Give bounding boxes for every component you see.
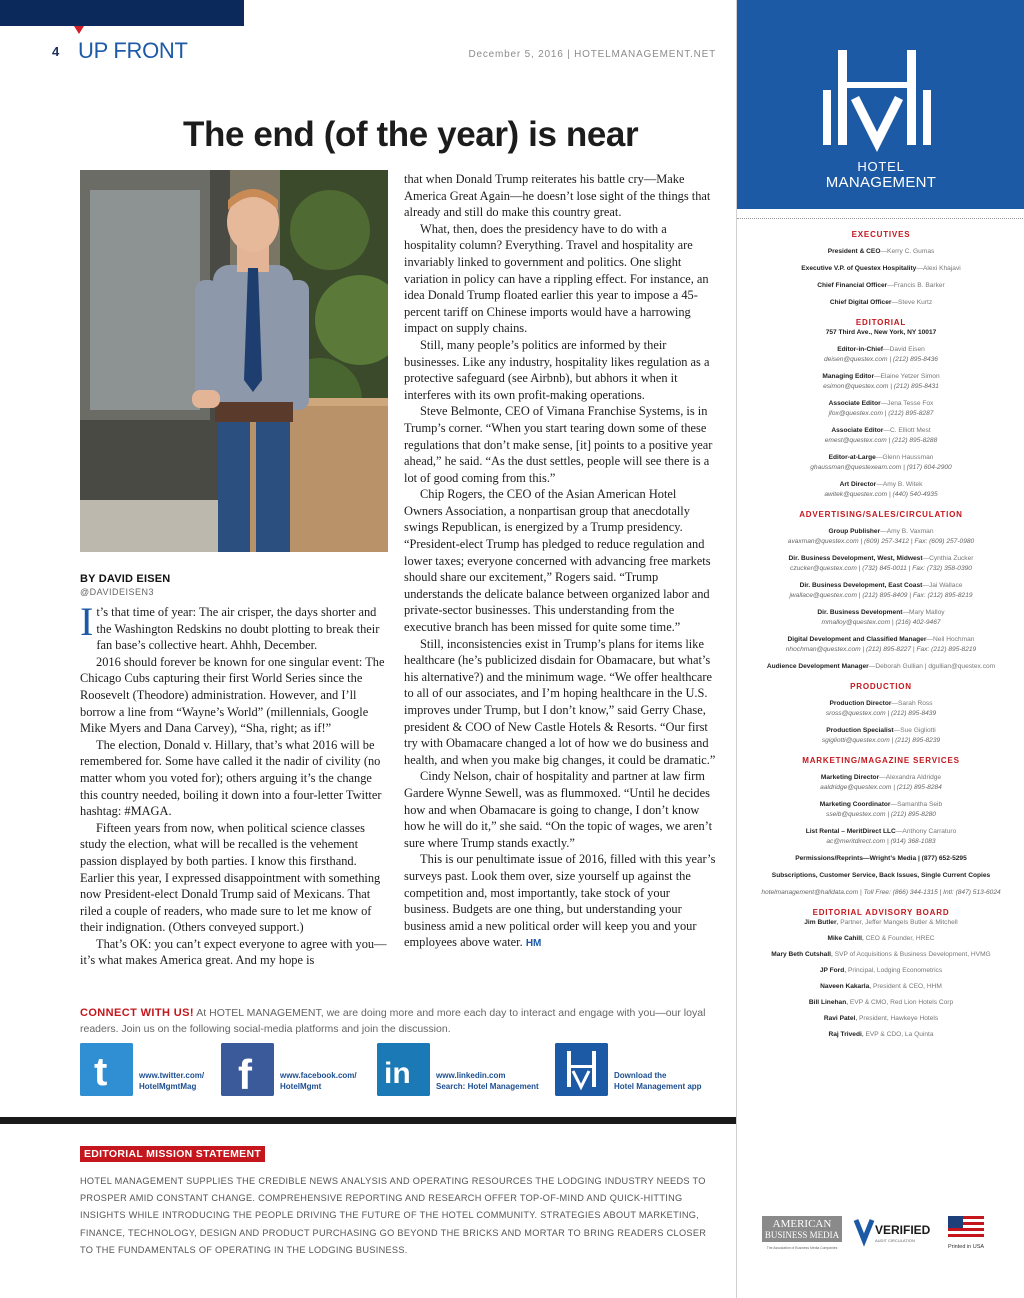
staff-contact[interactable]: esimon@questex.com | (212) 895-8431 <box>823 383 939 390</box>
abm-tagline: The Association of Business Media Companies <box>766 1246 838 1250</box>
social-facebook[interactable] <box>221 1043 357 1096</box>
staff-line: Group Publisher—Amy B. Vaxman <box>828 528 934 535</box>
abm-logo-line1: AMERICAN <box>772 1218 832 1230</box>
badges-graphic <box>762 1212 1012 1252</box>
staff-contact[interactable]: deisen@questex.com | (212) 895-8436 <box>824 356 938 363</box>
advisory-line: Jim Butler, Partner, Jeffer Mangels Butler & Mitchell <box>804 919 958 926</box>
staff-line: Executive V.P. of Questex Hospitality—Alexi Khajavi <box>801 265 961 272</box>
paragraph: It’s that time of year: The air crisper, the days shorter and the Washington Redskins no doubt plotting to break their fan base’s collective heart. Ahhh, December. <box>80 599 380 653</box>
us-flag-icon <box>948 1216 984 1238</box>
staff-contact[interactable]: jwallace@questex.com | (212) 895-8409 | Fax: (212) 895-8219 <box>789 592 973 599</box>
footer-badges <box>762 1212 1012 1252</box>
staff-line: Associate Editor—Jena Tesse Fox <box>828 400 934 407</box>
section-divider <box>0 1117 736 1124</box>
advisory-line: Ravi Patel, President, Hawkeye Hotels <box>823 1015 939 1022</box>
svg-text:t: t <box>94 1050 108 1094</box>
staff-contact[interactable]: ac@meritdirect.com | (914) 368-1083 <box>826 838 936 845</box>
staff-listing <box>737 229 1024 1040</box>
advisory-line: Mike Cahill, CEO & Founder, HREC <box>827 935 935 942</box>
section-marker <box>74 26 84 34</box>
connect-text: At HOTEL MANAGEMENT, we are doing more and more each day to interact and engage with you—our loyal readers. Join us on the following social-media platforms and join the discussion. <box>80 1007 706 1035</box>
staff-line: Digital Development and Classified Manager—Neil Hochman <box>787 636 975 643</box>
staff-contact[interactable]: sgigliotti@questex.com | (212) 895-8239 <box>821 737 941 744</box>
staff-line: Marketing Coordinator—Samantha Seib <box>819 801 943 808</box>
social-twitter[interactable] <box>80 1043 204 1096</box>
svg-text:f: f <box>238 1051 252 1096</box>
staff-line: Dir. Business Development, West, Midwest—Cynthia Zucker <box>788 555 974 562</box>
abm-logo-line2: BUSINESS MEDIA <box>764 1230 840 1240</box>
staff-line: Editor-at-Large—Glenn Haussman <box>828 454 934 461</box>
end-mark: HM <box>525 938 542 950</box>
masthead-sidebar <box>736 0 1024 1298</box>
dateline: December 5, 2016 | HOTELMANAGEMENT.NET <box>468 49 716 60</box>
staff-line: Production Director—Sarah Ross <box>829 700 933 707</box>
staff-contact[interactable]: emest@questex.com | (212) 895-8288 <box>824 437 938 444</box>
linkedin-icon[interactable] <box>377 1043 430 1096</box>
paragraph: This is our penultimate issue of 2016, filled with this year’s surveys past. Look them over, size yourself up against the competition and, most importantly, take stock of your business. Budgets are one thing, but understanding your business amid a new political order will keep you and your employees above water. HM <box>404 852 716 950</box>
staff-contact[interactable]: czucker@questex.com | (732) 845-0011 | Fax: (732) 358-0390 <box>790 565 972 572</box>
paragraph: Chip Rogers, the CEO of the Asian American Hotel Owners Association, a nonpartisan group that anecdotally swings Republican, is energized by a Trump presidency. “President-elect Trump has pledged to reduce regulation and lower taxes; everyone concerned with advancing free markets should share our excitement,” Rogers said. “Trump understands the delicate balance between organized labor and private-sector businesses. This understanding from the executive branch has been missed for quite some time.” <box>404 487 711 635</box>
app-label[interactable]: Download the Hotel Management app <box>614 1071 702 1091</box>
paragraph: Fifteen years from now, when political science classes study the election, what will be recalled is the vehement passion displayed by both parties. I know this firsthand. Earlier this year, I expressed disappointment with something now President-elect Donald Trump said of Mexicans. That riled a couple of readers, who made sure to let me know of their indignation. (Others conveyed support.) <box>80 820 381 935</box>
marketing-heading: MARKETING/MAGAZINE SERVICES <box>802 756 960 765</box>
staff-line: Chief Financial Officer—Francis B. Barker <box>817 282 945 289</box>
staff-line: Dir. Business Development—Mary Malloy <box>817 609 945 616</box>
subscriptions-line: Subscriptions, Customer Service, Back Issues, Single Current Copies <box>771 872 991 879</box>
top-color-bar <box>0 0 244 26</box>
staff-contact[interactable]: mmalloy@questex.com | (216) 402-9467 <box>821 619 941 626</box>
paragraph: That’s OK: you can’t expect everyone to agree with you—it’s what makes America great. And my hope is <box>80 936 387 968</box>
mission-title: EDITORIAL MISSION STATEMENT <box>80 1146 265 1162</box>
social-app[interactable] <box>555 1043 702 1096</box>
page-number: 4 <box>52 44 60 59</box>
advertising-heading: ADVERTISING/SALES/CIRCULATION <box>799 510 963 519</box>
paragraph: Still, inconsistencies exist in Trump’s plans for items like healthcare (he’s publicized disdain for Obamacare, but what’s his alternative?) and the minimum wage. “We offer healthcare to all of our associates, and I’m hoping healthcare in the U.S. improves under Trump, but I don’t know,” said Gerry Chase, president & COO of New Castle Hotels & Resorts. “Our first try with Obamacare changed a lot of how we do business and health, and when you make big changes, it could be dramatic.” <box>404 636 716 767</box>
subscriptions-contact[interactable]: hotelmanagement@halldata.com | Toll Free: (866) 344-1315 | Intl: (847) 513-6024 <box>761 889 1001 896</box>
connect-title: CONNECT WITH US! <box>80 1007 194 1019</box>
advisory-line: Naveen Kakarla, President & CEO, HHM <box>820 983 942 990</box>
advisory-line: Bill Linehan, EVP & CMO, Red Lion Hotels Corp <box>808 999 954 1006</box>
masthead-divider <box>737 218 1024 219</box>
twitter-label[interactable]: www.twitter.com/ HotelMgmtMag <box>139 1071 205 1091</box>
byline: BY DAVID EISEN <box>80 573 171 585</box>
facebook-icon[interactable] <box>221 1043 274 1096</box>
paragraph: The election, Donald v. Hillary, that’s what 2016 will be remembered for. Some have called it the nadir of civility (no matter whom you voted for); others arguing it’s the change this country needed, boiling it down into a four-letter Twitter hashtag: #MAGA. <box>80 737 382 819</box>
staff-line: List Rental – MeritDirect LLC—Anthony Carraturo <box>805 828 957 835</box>
svg-text:in: in <box>384 1057 411 1090</box>
paragraph: Steve Belmonte, CEO of Vimana Franchise Systems, is in Trump’s corner. “When you start tearing down some of these regulations that don’t make sense, [it] points to a positive year ahead,” he said. “As the dust settles, people will see there is a lot of good coming from this.” <box>404 404 713 485</box>
staff-line: Editor-in-Chief—David Eisen <box>837 346 925 353</box>
staff-line: Dir. Business Development, East Coast—Jai Wallace <box>799 582 963 589</box>
staff-line: Art Director—Amy B. Witek <box>839 481 923 488</box>
mission-text: HOTEL MANAGEMENT SUPPLIES THE CREDIBLE NEWS ANALYSIS AND OPERATING RESOURCES THE LODGING INDUSTRY NEEDS TO PROSPER AMID CONSTANT CHANGE. COMPREHENSIVE REPORTING AND RESEARCH OFFER TOP-OF-MIND AND QUICK-HITTING INSIGHTS WHILE INTRODUCING THE PEOPLE DRIVING THE FUTURE OF THE HOTEL COMMUNITY. STRATEGIES ABOUT MARKETING, FINANCE, TECHNOLOGY, DESIGN AND PRODUCT PURCHASING GO BEYOND THE BRICKS AND MORTAR TO BRING READERS CLOSER TO THE FUNDAMENTALS OF OPERATING IN THE LODGING BUSINESS. <box>80 1176 707 1255</box>
article-column-1 <box>80 599 388 969</box>
production-heading: PRODUCTION <box>850 682 912 691</box>
staff-contact[interactable]: ghaussman@questexeam.com | (917) 604-2900 <box>810 464 952 471</box>
drop-cap: I <box>80 599 94 644</box>
staff-contact[interactable]: jfox@questex.com | (212) 895-8287 <box>828 410 934 417</box>
editorial-address: 757 Third Ave., New York, NY 10017 <box>825 329 937 336</box>
verified-sub: AUDIT CIRCULATION <box>875 1238 915 1243</box>
twitter-handle: @DAVIDEISEN3 <box>80 587 154 597</box>
verified-logo: VERIFIED <box>875 1223 931 1237</box>
facebook-label[interactable]: www.facebook.com/ HotelMgmt <box>280 1071 357 1091</box>
masthead-logo-block <box>737 0 1024 209</box>
staff-line: Marketing Director—Alexandra Aldridge <box>820 774 942 781</box>
staff-line: Chief Digital Officer—Steve Kurtz <box>829 299 933 306</box>
staff-line: Managing Editor—Elaine Yetzer Simon <box>822 373 940 380</box>
staff-line: Production Specialist—Sue Gigliotti <box>826 727 936 734</box>
article-headline: The end (of the year) is near <box>183 115 639 154</box>
hm-app-icon[interactable] <box>555 1043 608 1096</box>
advisory-line: JP Ford, Principal, Lodging Econometrics <box>819 967 943 974</box>
staff-contact[interactable]: nhochman@questex.com | (212) 895-8227 | Fax: (212) 895-8219 <box>785 646 977 653</box>
staff-line: President & CEO—Kerry C. Gumas <box>827 248 935 255</box>
twitter-icon[interactable] <box>80 1043 133 1096</box>
social-linkedin[interactable] <box>377 1043 539 1096</box>
editorial-heading: EDITORIAL <box>855 318 907 327</box>
staff-contact[interactable]: awitek@questex.com | (440) 540-4935 <box>824 491 938 498</box>
executives-heading: EXECUTIVES <box>851 230 911 239</box>
linkedin-label[interactable]: www.linkedin.com Search: Hotel Management <box>436 1071 539 1091</box>
advisory-line: Raj Trivedi, EVP & CDO, La Quinta <box>828 1031 934 1038</box>
paragraph: 2016 should forever be known for one singular event: The Chicago Cubs capturing their first World Series since the Roosevelt (Theodore) administration. However, and I’ll borrow a line from “Wayne’s World” (millennials, Google Mike Myers and Dana Carvey), “Sha, right; as if!” <box>80 654 385 736</box>
staff-contact[interactable]: avaxman@questex.com | (609) 257-3412 | Fax: (609) 257-0980 <box>787 538 975 545</box>
connect-section <box>80 1005 720 1037</box>
author-photo-illustration <box>80 170 388 552</box>
author-photo <box>80 170 388 552</box>
advisory-heading: EDITORIAL ADVISORY BOARD <box>812 908 950 917</box>
paragraph: What, then, does the presidency have to do with a hospitality column? Everything. Travel and hospitality are invariably linked to government and politics. One slight variation in policy can have a rippling effect. For instance, an idea Donald Trump floated earlier this year to impose a 45-percent tariff on Chinese imports would have a harrowing impact on supply chains. <box>404 221 709 336</box>
masthead-hotel: HOTEL <box>857 159 905 174</box>
hm-logo-icon <box>737 0 1024 160</box>
masthead-management: MANAGEMENT <box>825 174 937 191</box>
staff-line: Audience Development Manager—Deborah Gullian | dgullian@questex.com <box>766 663 996 670</box>
staff-line: Associate Editor—C. Elliott Mest <box>831 427 931 434</box>
section-title: UP FRONT <box>78 38 188 63</box>
printed-in-usa: Printed in USA <box>947 1244 985 1250</box>
verified-check-icon <box>856 1220 872 1240</box>
advisory-line: Mary Beth Cutshall, SVP of Acquisitions & Business Development, HVMG <box>771 951 991 958</box>
paragraph: that when Donald Trump reiterates his battle cry—Make America Great Again—he doesn’t lose sight of the things that already and still do make this country great. <box>404 172 711 220</box>
permissions-line: Permissions/Reprints—Wright’s Media | (877) 652-5295 <box>795 855 967 862</box>
paragraph: Still, many people’s politics are informed by their businesses. Like any industry, hospitality likes regulation as a protective safeguard (see Airbnb), but abhors it when it interferes with its own profit-making operations. <box>404 337 710 402</box>
staff-contact[interactable]: sseib@questex.com | (212) 895-8280 <box>826 811 936 818</box>
article-column-2 <box>404 171 716 953</box>
staff-contact[interactable]: aaldridge@questex.com | (212) 895-8284 <box>820 784 942 791</box>
staff-contact[interactable]: sross@questex.com | (212) 895-8439 <box>825 710 937 717</box>
paragraph: Cindy Nelson, chair of hospitality and partner at law firm Gardere Wynne Sewell, was as flummoxed. “Until he decides how and when Obamacare is going to change, I don’t know how he will do it,” she said. “On the topic of wages, we aren’t sure where Trump stands exactly.” <box>404 769 713 850</box>
